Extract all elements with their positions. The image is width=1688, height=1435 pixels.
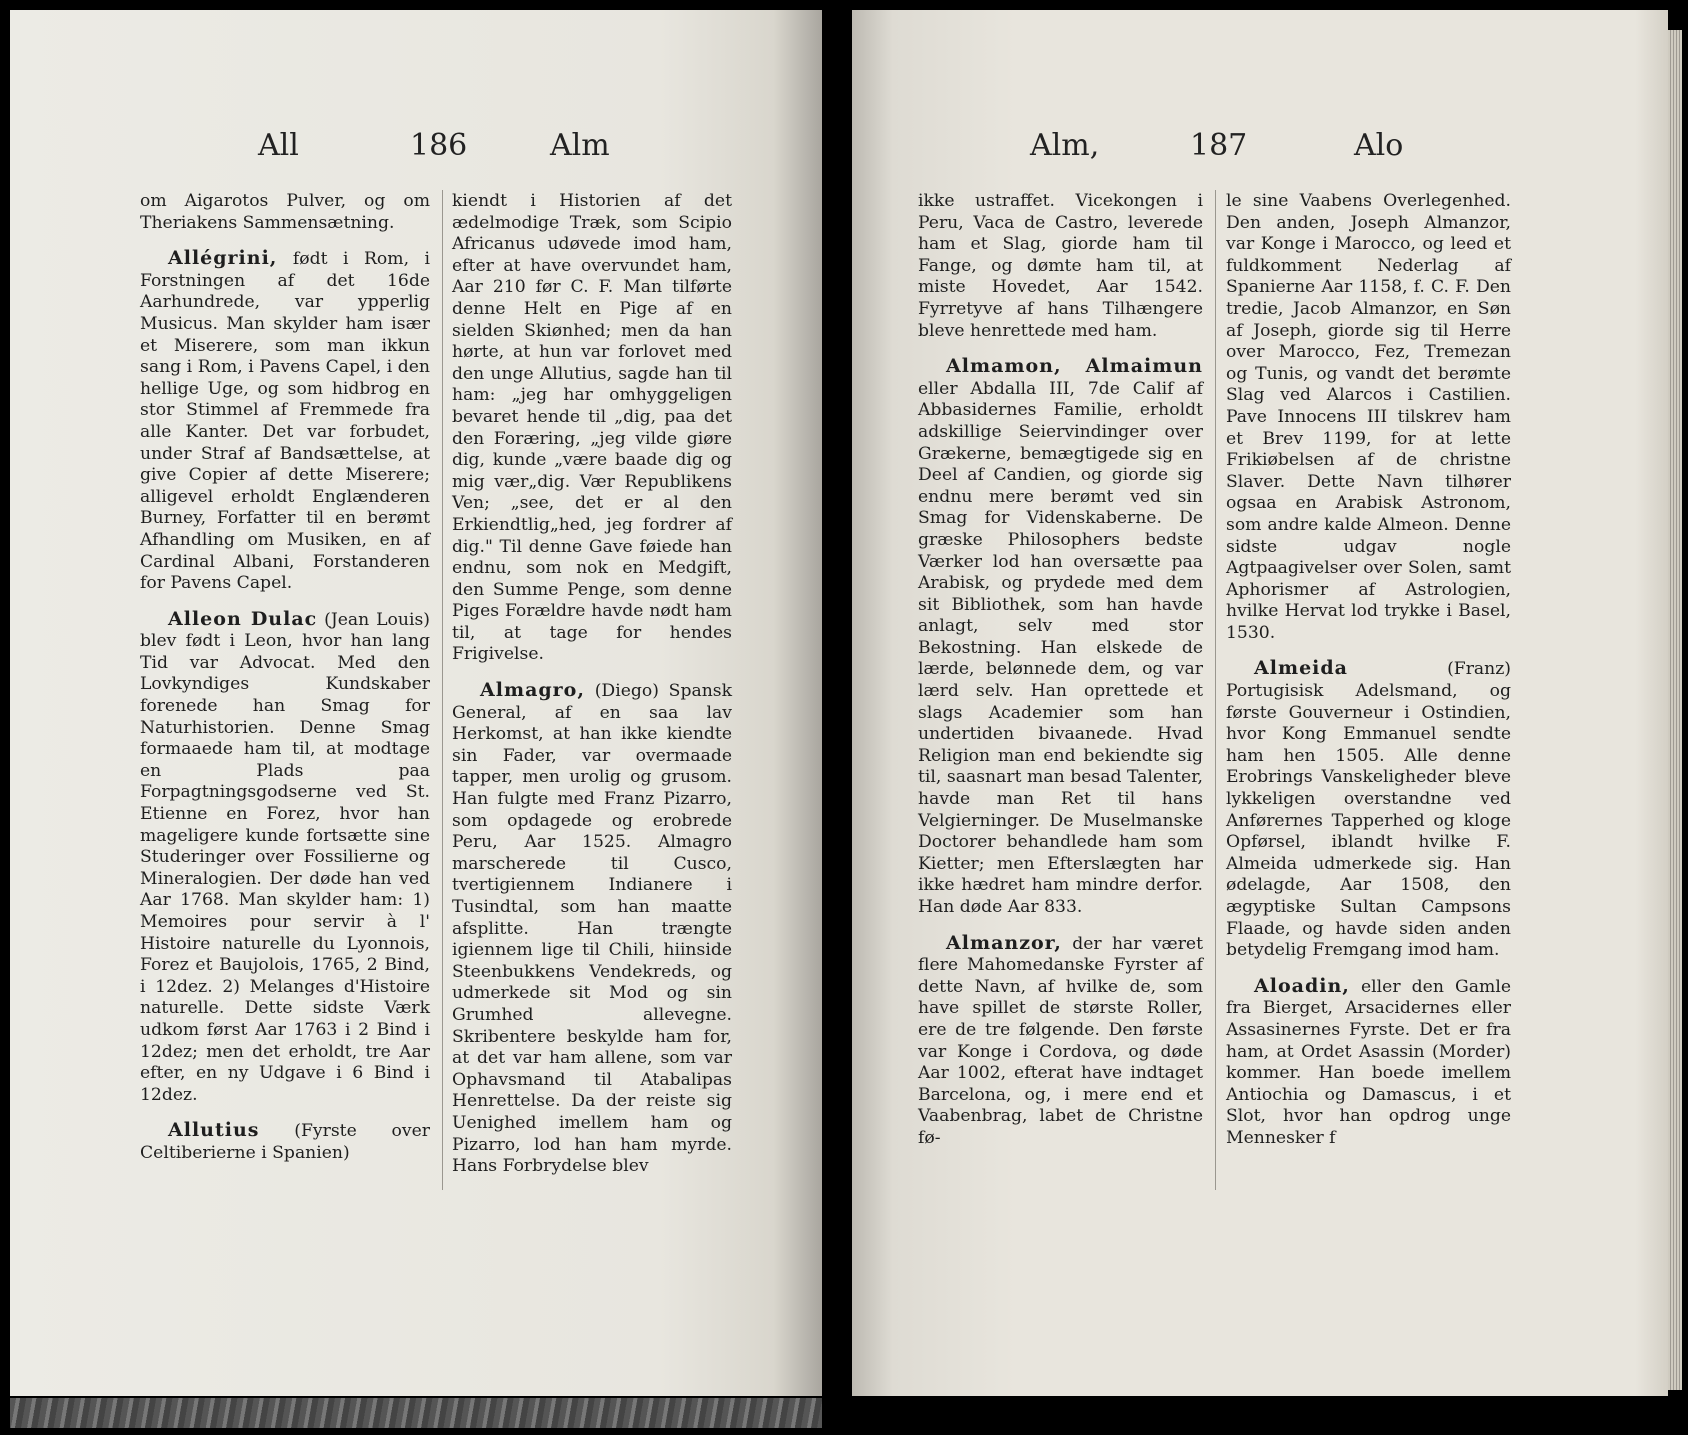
right-col2-entry: Aloadin, eller den Gamle fra Bierget, Arsacidernes eller Assasinernes Fyrste. Det er fra ham, at Ordet Asassin (Morder) kommer. Han boede imellem Antiochia og Damascus, i et Slot, hvor han opdrog unge Mennesker f	[1226, 974, 1511, 1148]
left-col1-entry: om Aigarotos Pulver, og om Theriakens Sammensætning.	[140, 191, 430, 233]
left-page	[10, 10, 822, 1396]
left-col1-entry: Allutius (Fyrste over Celtiberierne i Spanien)	[140, 1119, 430, 1163]
right-head-right: Alo	[1354, 128, 1404, 163]
right-col1-entry: Almamon, Almaimun eller Abdalla III, 7de Calif af Abbasidernes Familie, erholdt adskillige Seiervindinger over Grækerne, bemægtigede sig en Deel af Candien, og giorde sig endnu mere berømt ved sin Smag for Videnskaberne. De græske Philosophers bedste Værker lod han oversætte paa Arabisk, og prydede med dem sit Bibliothek, som han havde anlagt, selv med stor Bekostning. Han elskede de lærde, belønnede dem, og var lærd selv. Han oprettede et slags Academier som han undertiden bivaanede. Hvad Religion man end bekiendte sig til, saasnart man besad Talenter, havde man Ret til hans Velgierninger. De Muselmanske Doctorer behandlede ham som Kietter; men Efterslægten har ikke hædret ham mindre derfor. Han døde Aar 833.	[918, 355, 1203, 917]
left-col2-entry: kiendt i Historien af det ædelmodige Træk, som Scipio Africanus udøvede imod ham, efter at have overvundet ham, Aar 210 før C. F. Man tilførte denne Helt en Pige af en sielden Skiønhed; men da han hørte, at hun var forlovet med den unge Allutius, sagde han til ham: „jeg har omhyggeligen bevaret hende til „dig, paa det den Foræring, „jeg vilde giøre dig, kunde „være baade dig og mig vær„dig. Vær Republikens Ven; „see, det er al den Erkiendtlig„hed, jeg fordrer af dig." Til denne Gave føiede han endnu, som nok en Medgift, den Summe Penge, som denne Piges Forældre havde nødt ham til, at tage for hendes Frigivelse.	[452, 191, 732, 665]
book-edge-right	[1668, 30, 1682, 1390]
right-col1-entry: ikke ustraffet. Vicekongen i Peru, Vaca de Castro, leverede ham et Slag, giorde ham til Fange, og dømte ham til, at miste Hovedet, Aar 1542. Fyrretyve af hans Tilhængere bleve henrettede med ham.	[918, 191, 1203, 341]
left-page-number: 186	[410, 128, 468, 163]
left-head-left: All	[258, 128, 299, 163]
left-column-1	[140, 190, 430, 1165]
left-head-right: Alm	[550, 128, 610, 163]
right-column-2	[1226, 190, 1511, 1150]
right-column-divider	[1215, 190, 1216, 1190]
left-column-2	[452, 190, 732, 1178]
right-col1-entry: Almanzor, der har været flere Mahomedanske Fyrster af dette Navn, af hvilke de, som have spillet de største Roller, ere de tre følgende. Den første var Konge i Cordova, og døde Aar 1002, efterat have indtaget Barcelona, og, i mere end et Vaabenbrag, labet de Christne fø-	[918, 931, 1203, 1148]
right-page-number: 187	[1190, 128, 1248, 163]
right-col2-entry: Almeida (Franz) Portugisisk Adelsmand, og første Gouverneur i Ostindien, hvor Kong Emmanuel sendte ham hen 1505. Alle denne Erobrings Vanskeligheder bleve lykkeligen overstandne ved Anførernes Tapperhed og kloge Opførsel, iblandt hvilke F. Almeida udmerkede sig. Han ødelagde, Aar 1508, den ægyptiske Sultan Campsons Flaade, og havde siden anden betydelig Fremgang imod ham.	[1226, 657, 1511, 961]
right-running-head	[852, 128, 1668, 172]
left-column-divider	[442, 190, 443, 1190]
right-head-left: Alm,	[1030, 128, 1100, 163]
left-col1-entry: Alleon Dulac (Jean Louis) blev født i Leon, hvor han lang Tid var Advocat. Med den Lovkyndiges Kundskaber forenede han Smag for Naturhistorien. Denne Smag formaaede ham til, at modtage en Plads paa Forpagtningsgodserne ved St. Etienne en Forez, hvor han mageligere kunde fortsætte sine Studeringer over Fossilierne og Mineralogien. Der døde han ved Aar 1768. Man skylder ham: 1) Memoires pour servir à l' Histoire naturelle du Lyonnois, Forez et Baujolois, 1765, 2 Bind, i 12dez. 2) Melanges d'Histoire naturelle. Dette sidste Værk udkom først Aar 1763 i 2 Bind i 12dez; men det erholdt, tre Aar efter, en ny Udgave i 6 Bind i 12dez.	[140, 607, 430, 1105]
left-col1-entry: Allégrini, født i Rom, i Forstningen af det 16de Aarhundrede, var ypperlig Musicus. Man skylder ham især et Miserere, som man ikkun sang i Rom, i Pavens Capel, i den hellige Uge, og som hidbrog en stor Stimmel af Fremmede fra alle Kanter. Det var forbudet, under Straf af Bandsættelse, at give Copier af dette Miserere; alligevel erholdt Englænderen Burney, Forfatter til en berømt Afhandling om Musiken, en af Cardinal Albani, Forstanderen for Pavens Capel.	[140, 247, 430, 594]
book-edge-bottom	[10, 1398, 822, 1428]
left-col2-entry: Almagro, (Diego) Spansk General, af en saa lav Herkomst, at han ikke kiendte sin Fader, var overmaade tapper, men urolig og grusom. Han fulgte med Franz Pizarro, som opdagede og erobrede Peru, Aar 1525. Almagro marscherede til Cusco, tvertigiennem Indianere i Tusindtal, som han maatte afsplitte. Han trængte igiennem lige til Chili, hiinside Steenbukkens Vendekreds, og udmerkede sit Mod og sin Grumhed allevegne. Skribentere beskylde ham for, at det var ham allene, som var Ophavsmand til Atabalipas Henrettelse. Da der reiste sig Uenighed imellem ham og Pizarro, lod han ham myrde. Hans Forbrydelse blev	[452, 679, 732, 1177]
left-running-head	[10, 128, 822, 172]
right-column-1	[918, 190, 1203, 1150]
right-col2-entry: le sine Vaabens Overlegenhed. Den anden, Joseph Almanzor, var Konge i Marocco, og leed et fuldkomment Nederlag af Spanierne Aar 1158, f. C. F. Den tredie, Jacob Almanzor, en Søn af Joseph, giorde sig til Herre over Marocco, Fez, Tremezan og Tunis, og vandt det berømte Slag ved Alarcos i Castilien. Pave Innocens III tilskrev ham et Brev 1199, for at lette Frikiøbelsen af de christne Slaver. Dette Navn tilhører ogsaa en Arabisk Astronom, som andre kalde Almeon. Denne sidste udgav nogle Agtpaagivelser over Solen, samt Aphorismer af Astrologien, hvilke Hervat lod trykke i Basel, 1530.	[1226, 191, 1511, 643]
right-page	[852, 10, 1668, 1396]
